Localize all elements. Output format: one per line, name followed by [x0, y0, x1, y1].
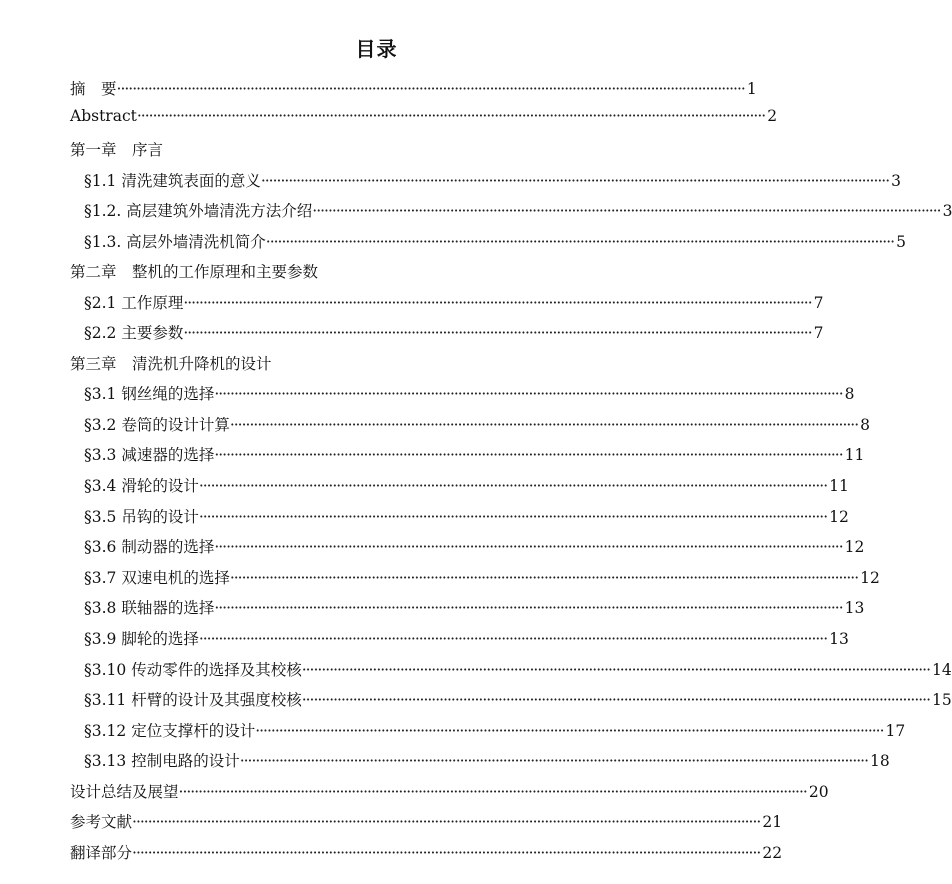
toc-entry [84, 230, 906, 252]
toc-leader-dots [117, 80, 745, 98]
toc-leader-dots [230, 416, 858, 434]
toc-entry [70, 77, 757, 99]
toc-entry-label: §3.8 联轴器的选择 [84, 599, 215, 617]
toc-page-number: 15 [932, 691, 952, 709]
toc-page-number: 13 [844, 599, 865, 617]
toc-entry-label: 第一章 序言 [70, 141, 164, 159]
toc-entry [84, 169, 902, 191]
toc-entry-label: 设计总结及展望 [70, 783, 179, 801]
toc-entry [84, 321, 824, 343]
toc-leader-dots [132, 813, 760, 831]
toc-entry [84, 474, 849, 496]
toc-page-number: 20 [808, 783, 829, 801]
toc-entry [84, 719, 906, 741]
toc-entry-label: §3.4 滑轮的设计 [84, 477, 199, 495]
toc-entry-label: §3.6 制动器的选择 [84, 538, 215, 556]
toc-entry-label: §1.3. 高层外墙清洗机简介 [84, 233, 266, 251]
toc-page-number: 12 [860, 569, 880, 587]
toc-entry [84, 443, 865, 465]
toc-entry-label: §3.2 卷筒的设计计算 [84, 416, 230, 434]
toc-chapter-heading [70, 352, 670, 374]
toc-leader-dots [266, 233, 894, 251]
toc-chapter-heading [70, 138, 670, 160]
toc-page-number: 8 [860, 416, 871, 434]
toc-entry [70, 841, 783, 863]
toc-entry-label: 摘 要 [70, 80, 117, 98]
toc-entry-label: §1.1 清洗建筑表面的意义 [84, 172, 261, 190]
toc-entry-label: §3.3 减速器的选择 [84, 446, 215, 464]
toc-entry [70, 107, 778, 129]
toc-leader-dots [199, 508, 827, 526]
toc-leader-dots [302, 661, 930, 679]
toc-page-number: 22 [762, 844, 783, 862]
toc-leader-dots [312, 202, 940, 220]
toc-entry-label: §3.7 双速电机的选择 [84, 569, 230, 587]
toc-entry [84, 566, 880, 588]
toc-page-number: 13 [829, 630, 849, 648]
toc-title: 目录 [355, 37, 398, 61]
toc-page-number: 21 [762, 813, 783, 831]
toc-page-number: 1 [746, 80, 757, 98]
toc-entry [84, 382, 855, 404]
toc-leader-dots [261, 172, 889, 190]
toc-entry-label: 翻译部分 [70, 844, 133, 862]
toc-leader-dots [255, 722, 883, 740]
toc-page-number: 2 [767, 107, 778, 125]
toc-leader-dots [214, 599, 842, 617]
toc-entry [70, 780, 829, 802]
toc-leader-dots [183, 294, 811, 312]
toc-leader-dots [214, 446, 842, 464]
toc-entry-label: §3.1 钢丝绳的选择 [84, 385, 215, 403]
toc-entry-label: §2.1 工作原理 [84, 294, 184, 312]
toc-leader-dots [240, 752, 868, 770]
toc-entry [84, 505, 849, 527]
toc-leader-dots [230, 569, 858, 587]
toc-entry [84, 535, 865, 557]
toc-page-number: 14 [932, 661, 952, 679]
toc-page-number: 18 [870, 752, 890, 770]
toc-entry-label: Abstract [70, 107, 137, 125]
toc-leader-dots [214, 538, 842, 556]
toc-entry-label: §3.9 脚轮的选择 [84, 630, 199, 648]
toc-entry [84, 627, 849, 649]
toc-leader-dots [302, 691, 930, 709]
toc-entry-label: §2.2 主要参数 [84, 324, 184, 342]
toc-entry [84, 749, 890, 771]
toc-page-number: 17 [885, 722, 906, 740]
toc-page-number: 12 [844, 538, 865, 556]
toc-page-number: 7 [813, 294, 824, 312]
toc-leader-dots [199, 630, 827, 648]
toc-leader-dots [183, 324, 811, 342]
toc-leader-dots [179, 783, 807, 801]
toc-entry-label: §3.11 杆臂的设计及其强度校核 [84, 691, 302, 709]
toc-page-number: 3 [891, 172, 902, 190]
toc-entry-label: §3.10 传动零件的选择及其校核 [84, 661, 302, 679]
toc-leader-dots [199, 477, 827, 495]
toc-page-number: 8 [844, 385, 855, 403]
toc-entry [84, 658, 952, 680]
toc-leader-dots [132, 844, 760, 862]
toc-entry-label: §1.2. 高层建筑外墙清洗方法介绍 [84, 202, 313, 220]
toc-leader-dots [137, 107, 765, 125]
toc-entry-label: §3.13 控制电路的设计 [84, 752, 240, 770]
toc-page-number: 3 [942, 202, 952, 220]
toc-entry [70, 810, 783, 832]
toc-entry [84, 413, 871, 435]
toc-page-number: 7 [813, 324, 824, 342]
toc-entry-label: §3.12 定位支撑杆的设计 [84, 722, 256, 740]
toc-page-number: 5 [896, 233, 906, 251]
toc-entry [84, 596, 865, 618]
toc-entry-label: §3.5 吊钩的设计 [84, 508, 199, 526]
toc-entry-label: 第三章 清洗机升降机的设计 [70, 355, 272, 373]
toc-entry [84, 688, 952, 710]
toc-entry [84, 199, 952, 221]
toc-page-number: 11 [844, 446, 865, 464]
toc-entry [84, 291, 824, 313]
toc-page-number: 11 [829, 477, 849, 495]
toc-leader-dots [214, 385, 842, 403]
toc-entry-label: 参考文献 [70, 813, 133, 831]
toc-entry-label: 第二章 整机的工作原理和主要参数 [70, 263, 319, 281]
toc-page-number: 12 [829, 508, 849, 526]
toc-chapter-heading [70, 260, 670, 282]
